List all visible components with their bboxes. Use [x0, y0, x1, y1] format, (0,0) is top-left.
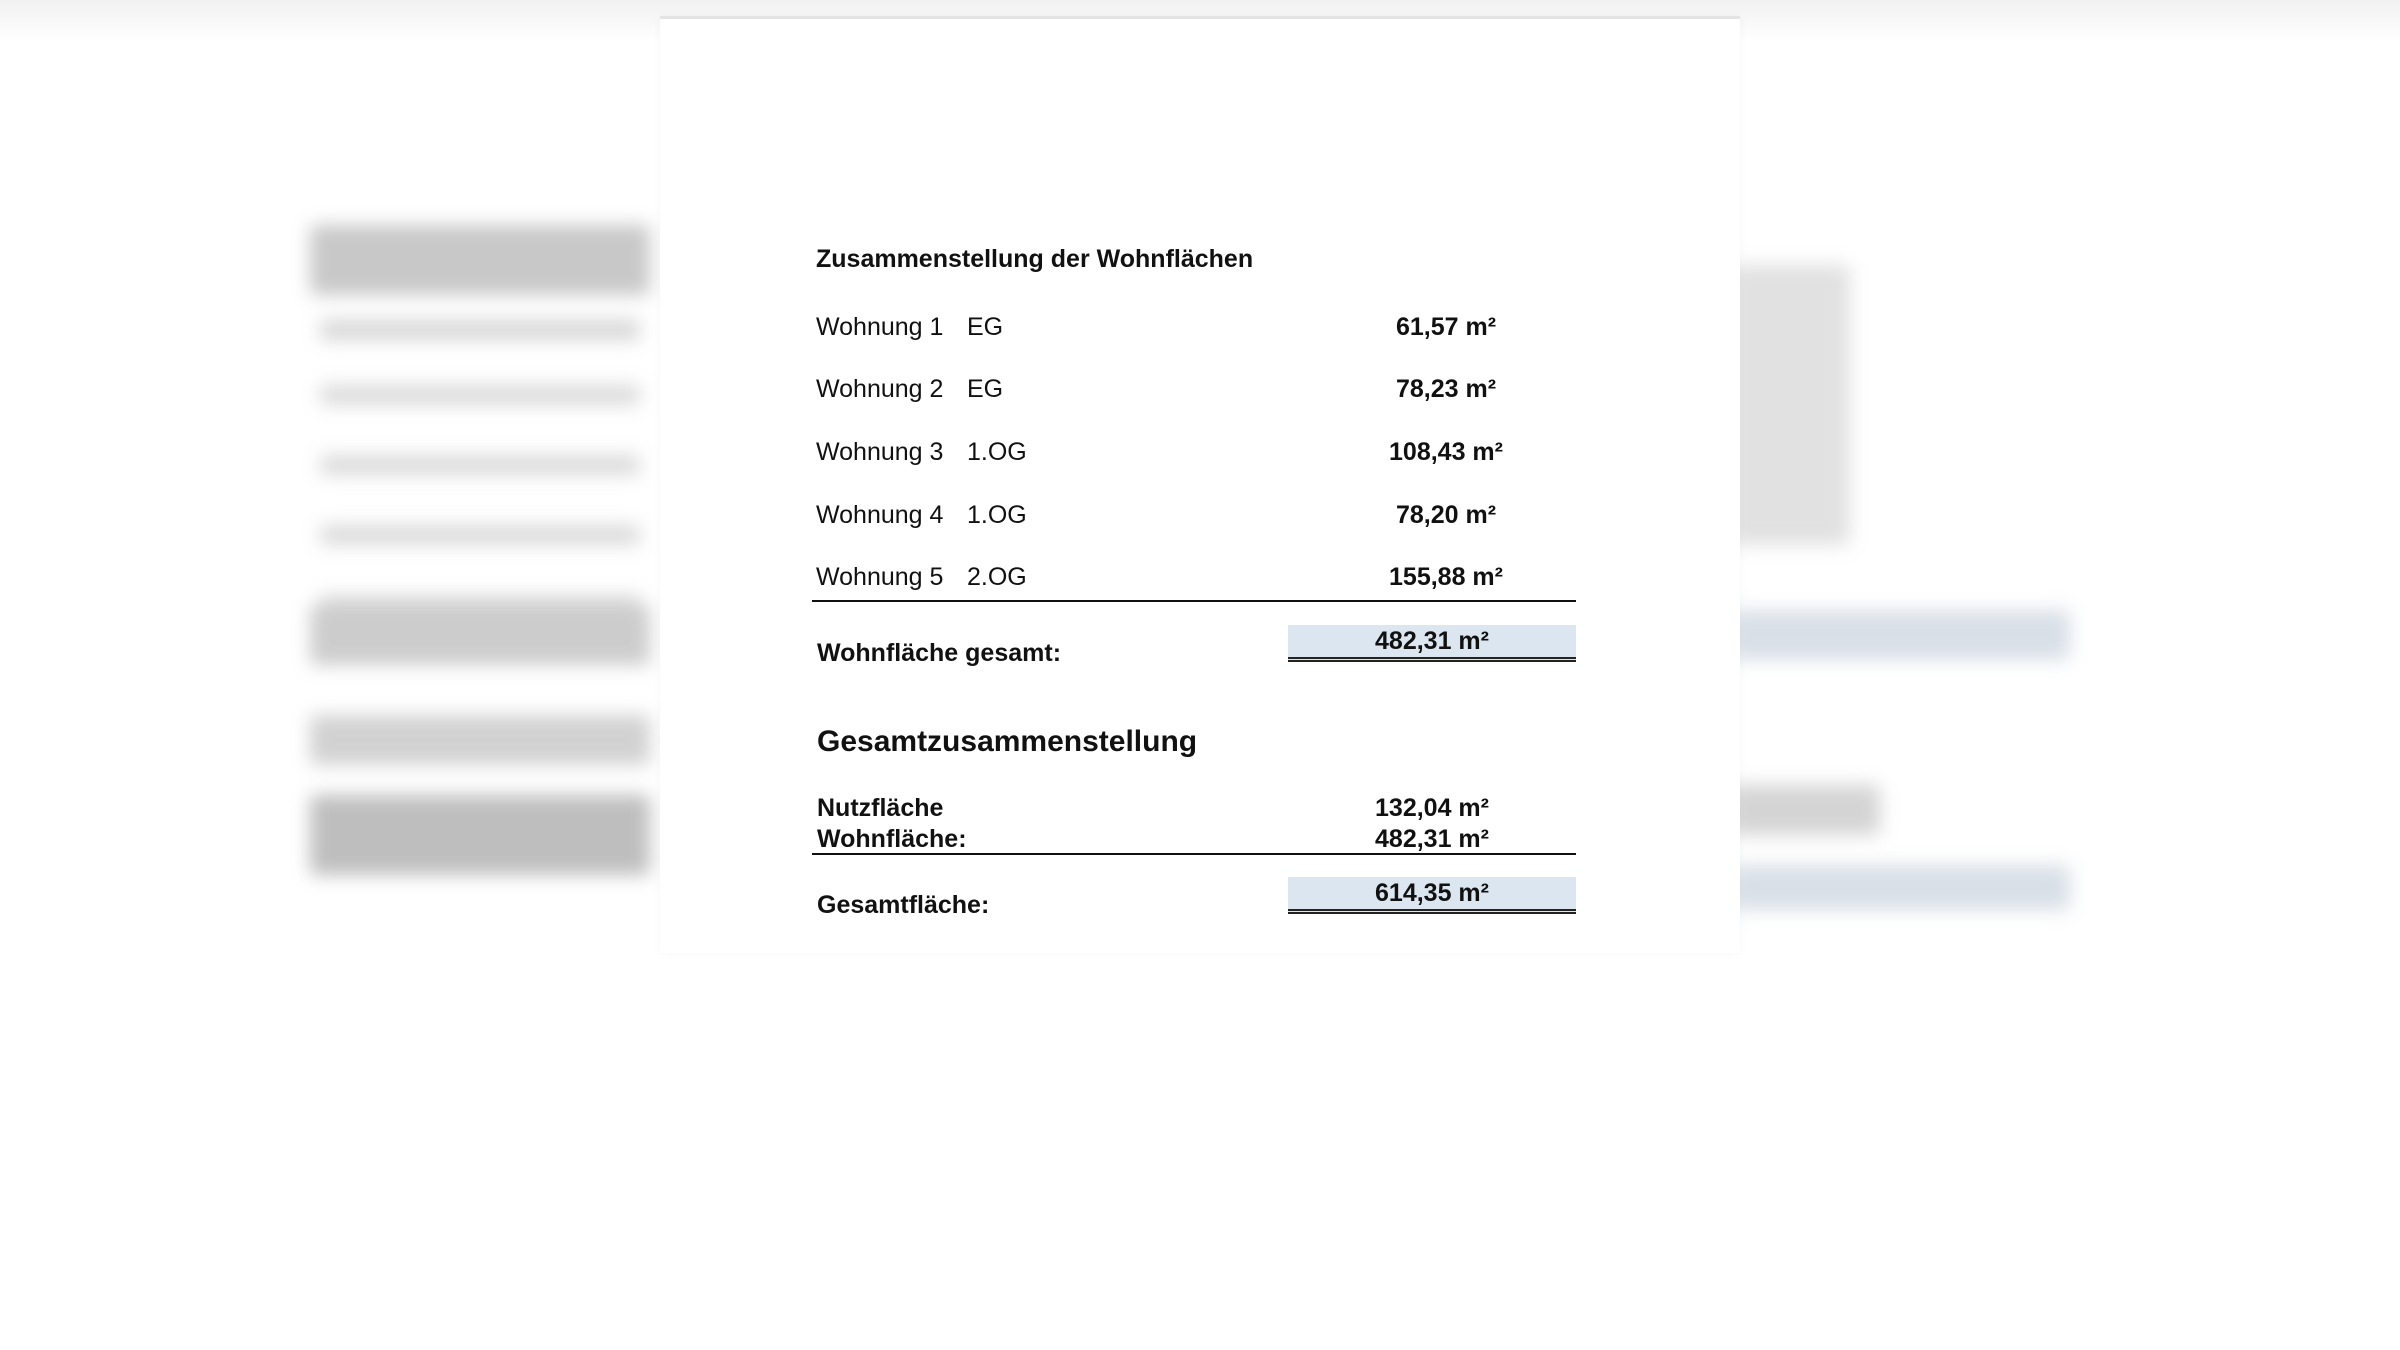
apartment-name: Wohnung 1	[816, 313, 944, 341]
apartment-row	[816, 501, 1536, 541]
summary-item-label: Nutzfläche	[817, 794, 944, 822]
grand-total-box	[1288, 877, 1576, 914]
apartment-name: Wohnung 2	[816, 375, 944, 403]
apartment-floor: 1.OG	[967, 501, 1027, 529]
section-title: Zusammenstellung der Wohnflächen	[816, 245, 1254, 273]
summary-item-label: Wohnfläche:	[817, 825, 967, 853]
apartment-area: 78,20 m²	[1395, 501, 1497, 529]
apartment-area: 108,43 m²	[1389, 438, 1503, 466]
grand-total-label: Gesamtfläche:	[817, 891, 990, 919]
apartment-row	[816, 563, 1536, 603]
apartment-area: 78,23 m²	[1395, 375, 1497, 403]
summary-item	[817, 794, 1577, 824]
apartment-name: Wohnung 3	[816, 438, 944, 466]
document-page	[660, 16, 1740, 953]
apartment-floor: 2.OG	[967, 563, 1027, 591]
summary-item-value: 482,31 m²	[1375, 825, 1489, 853]
apartment-floor: EG	[967, 375, 1004, 403]
apartment-area: 61,57 m²	[1395, 313, 1497, 341]
grand-total-value: 614,35 m²	[1375, 879, 1489, 907]
summary-title: Gesamtzusammenstellung	[817, 725, 1198, 758]
apartment-floor: EG	[967, 313, 1004, 341]
apartment-row	[816, 375, 1536, 415]
apartment-floor: 1.OG	[967, 438, 1027, 466]
apartment-row	[816, 438, 1536, 478]
living-total-label: Wohnfläche gesamt:	[817, 639, 1062, 667]
apartment-name: Wohnung 4	[816, 501, 944, 529]
living-total-box	[1288, 625, 1576, 662]
living-total-value: 482,31 m²	[1375, 627, 1489, 655]
subtotal-rule	[812, 600, 1576, 602]
apartment-area: 155,88 m²	[1389, 563, 1503, 591]
apartment-name: Wohnung 5	[816, 563, 944, 591]
summary-item	[817, 825, 1577, 855]
summary-item-value: 132,04 m²	[1375, 794, 1489, 822]
apartment-row	[816, 313, 1536, 353]
summary-rule	[812, 853, 1576, 855]
